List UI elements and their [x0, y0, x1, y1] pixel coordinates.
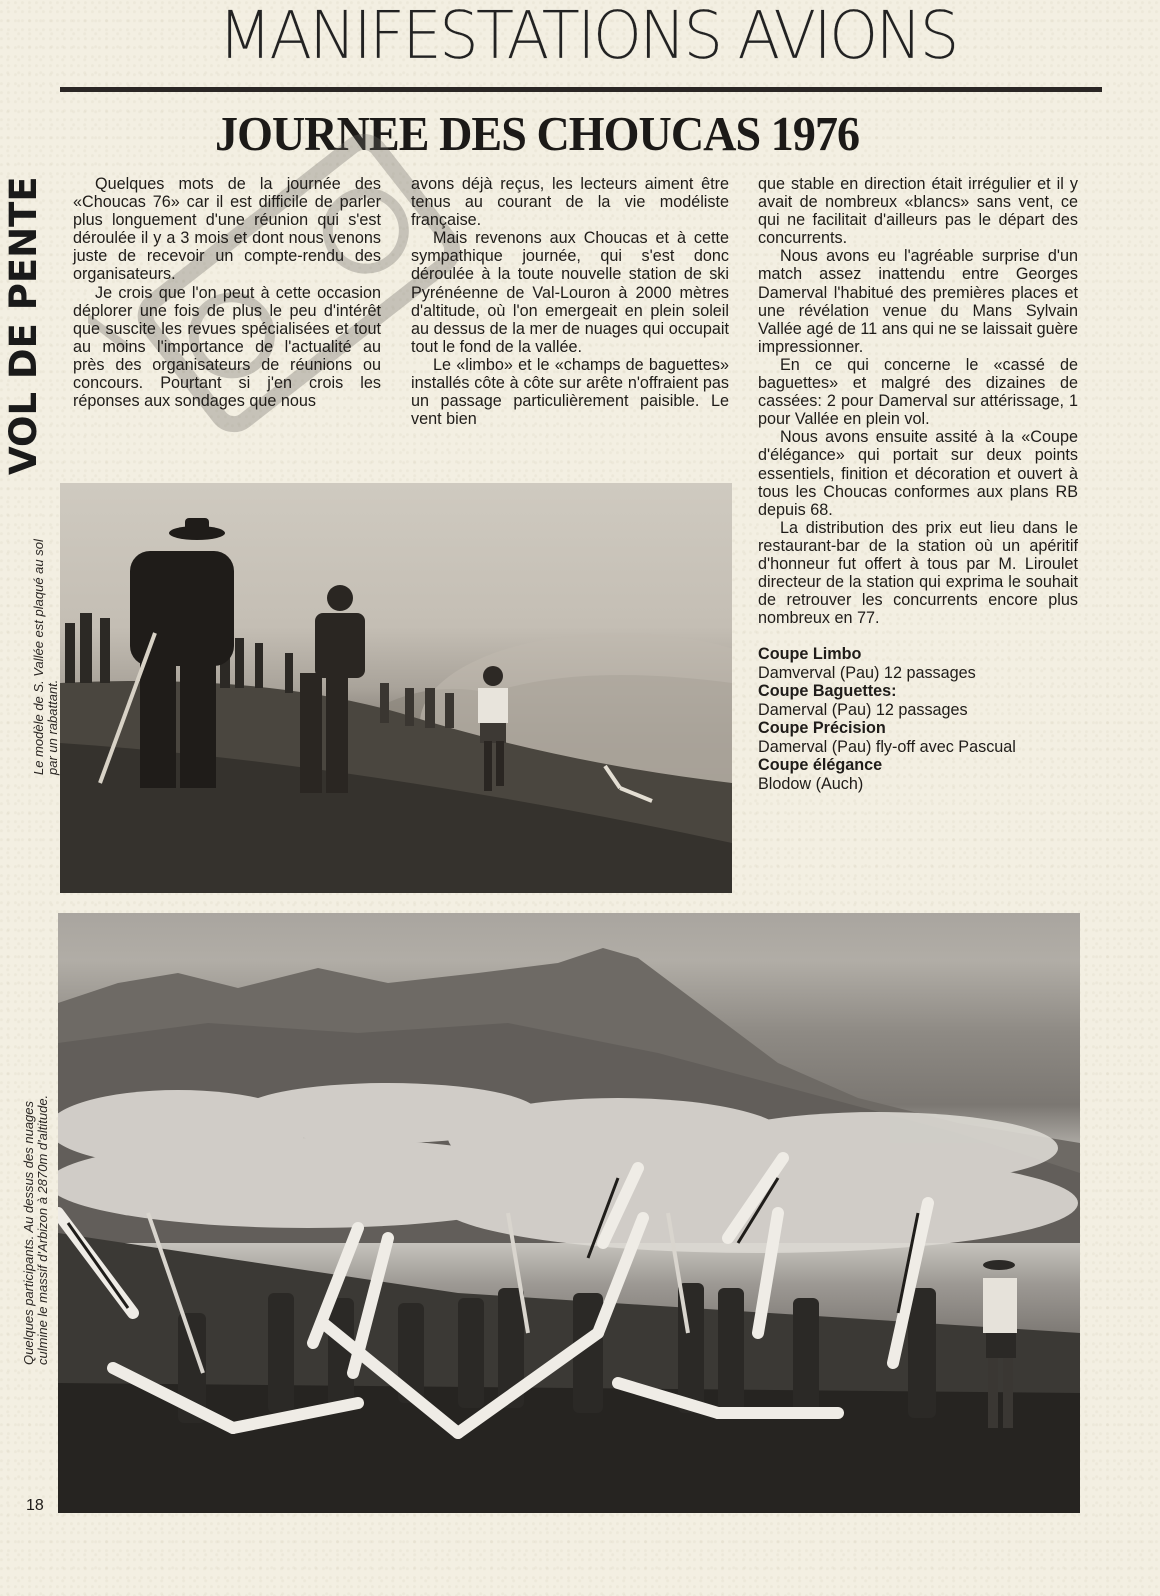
result-winner: Blodow (Auch) [758, 774, 864, 793]
article-headline: JOURNEE DES CHOUCAS 1976 [215, 106, 860, 161]
header-rule [60, 87, 1102, 92]
photo-caption-1 [32, 475, 60, 775]
paragraph: Quelques mots de la journée des «Choucas 76» car il est difficile de parler plus longuement d'une réunion qui s'est déroulée il y a 3 mois et dont nous venons juste de recevoir un compte-rendu des organisateurs. [73, 175, 381, 284]
result-award: Coupe Précision [758, 719, 886, 738]
result-winner: Damverval (Pau) 12 passages [758, 663, 976, 682]
photo-illustration [58, 913, 1080, 1513]
result-award: Coupe Baguettes: [758, 682, 897, 701]
caption-line: culmine le massif d'Arbizon à 2870m d'altitude. [35, 1094, 50, 1365]
photo-caption-2 [22, 1025, 50, 1365]
paragraph: Le «limbo» et le «champs de baguettes» installés côte à côte sur arête n'offraient pas un passage particulièrement paisible. Le vent bien [411, 355, 729, 429]
result-award: Coupe élégance [758, 756, 883, 775]
article-column-3 [758, 175, 1078, 793]
page-number: 18 [26, 1497, 44, 1514]
article-column-1 [73, 175, 381, 410]
paragraph: avons déjà reçus, les lecteurs aiment être tenus au courant de la vie modéliste française. [411, 175, 729, 230]
section-tab: VOL DE PENTE [2, 176, 45, 475]
paragraph: Je crois que l'on peut à cette occasion déplorer une fois de plus le peu d'intérêt que suscite les revues spécialisées et tout au moins l'importance de l'actualité au près des organisateurs de réunions ou concours. Pourtant si j'en crois les réponses aux sondages que nous [73, 283, 381, 411]
result-winner: Damerval (Pau) fly-off avec Pascual [758, 737, 1016, 756]
caption-line: par un rabattant. [45, 679, 60, 775]
paragraph: En ce qui concerne le «cassé de baguettes» et malgré des dizaines de cassées: 2 pour Damerval sur attérissage, 1 pour Vallée en plein vol. [758, 355, 1078, 429]
photo-spectators-on-slope [60, 483, 732, 893]
photo-participants-group [58, 913, 1080, 1513]
paragraph: Nous avons eu l'agréable surprise d'un match assez inattendu entre Georges Damerval l'habitué des premières places et une révélation venue du Mans Sylvain Vallée agé de 11 ans qui ne se laissait guère impressionner. [758, 247, 1078, 356]
result-winner: Damerval (Pau) 12 passages [758, 700, 968, 719]
paragraph: Nous avons ensuite assité à la «Coupe d'élégance» qui portait sur deux points essentiels, finition et décoration et ouvert à tous les Choucas conformes aux plans RB depuis 68. [758, 428, 1078, 519]
results-list [758, 645, 1078, 793]
photo-illustration [60, 483, 732, 893]
masthead-title: MANIFESTATIONS AVIONS [218, 0, 957, 74]
result-award: Coupe Limbo [758, 645, 862, 664]
paragraph: La distribution des prix eut lieu dans le restaurant-bar de la station où un apéritif d'honneur fut offert à tous par M. Liroulet directeur de la station qui exprima le souhait de retrouver les concurrents encore plus nombreux en 77. [758, 518, 1078, 628]
article-column-2 [411, 175, 729, 428]
caption-line: Le modèle de S. Vallée est plaqué au sol [31, 539, 46, 775]
caption-line: Quelques participants. Au dessus des nuages [21, 1100, 36, 1365]
paragraph: que stable en direction était irrégulier et il y avait de nombreux «blancs» sans vent, ce qui ne facilitait d'ailleurs pas le départ des concurrents. [758, 175, 1078, 248]
paragraph: Mais revenons aux Choucas et à cette sympathique journée, qui s'est donc déroulée à la toute nouvelle station de ski Pyrénéenne de Val-Louron à 2000 mètres d'altitude, où l'on emergeait en plein soleil au dessus de la mer de nuages qui occupait tout le fond de la vallée. [411, 229, 729, 356]
